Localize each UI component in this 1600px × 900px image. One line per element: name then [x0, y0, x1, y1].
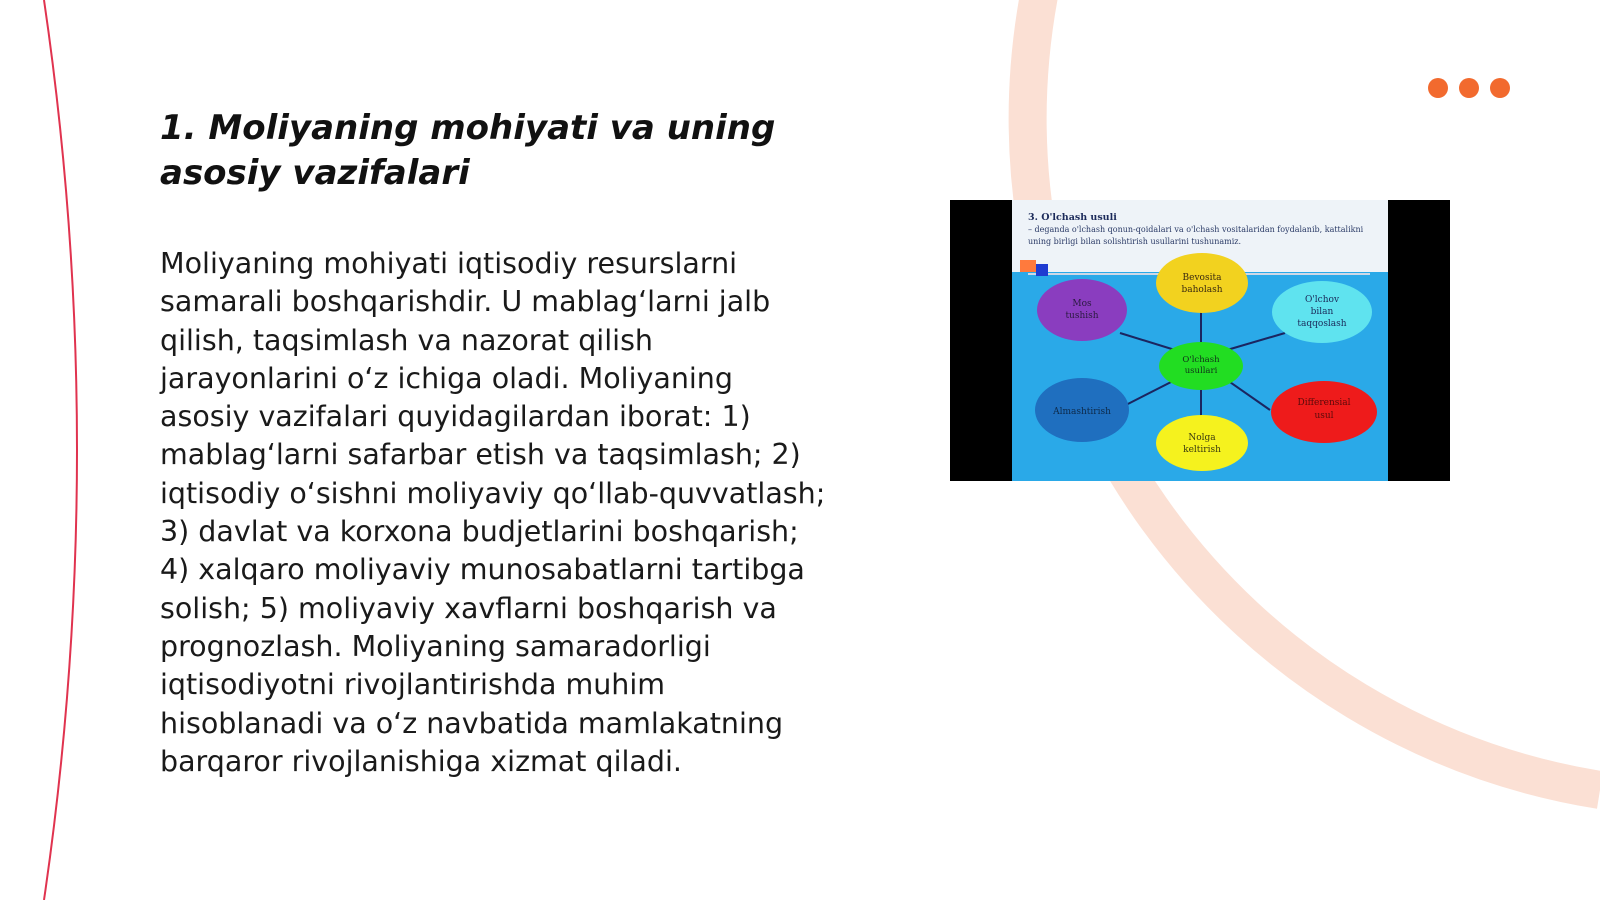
node-label: Mos — [1072, 299, 1092, 309]
dot-icon — [1459, 78, 1479, 98]
node-null-method — [1156, 415, 1248, 471]
diagram-marker — [1036, 264, 1048, 276]
dot-icon — [1428, 78, 1448, 98]
node-direct-estimation — [1156, 253, 1248, 313]
node-label: tushish — [1065, 311, 1099, 321]
slide-title: 1. Moliyaning mohiyati va uning asosiy vazifalari — [160, 108, 776, 193]
dot-icon — [1490, 78, 1510, 98]
node-label: O'lchash — [1182, 355, 1220, 365]
node-label: O'lchov — [1304, 295, 1340, 305]
diagram-heading: 3. O'lchash usuli — [1028, 212, 1117, 223]
node-label: Bevosita — [1182, 273, 1222, 283]
left-accent-line — [44, 0, 77, 900]
node-label: Differensial — [1297, 398, 1351, 408]
three-dots-icon — [1428, 78, 1510, 98]
node-coincidence — [1037, 279, 1127, 341]
node-label: usul — [1314, 411, 1334, 421]
node-label: usullari — [1184, 366, 1218, 376]
diagram-image — [950, 200, 1450, 481]
node-label: Nolga — [1188, 433, 1216, 443]
node-label: baholash — [1181, 285, 1223, 295]
measurement-methods-diagram — [950, 200, 1450, 481]
node-label: keltirish — [1183, 445, 1221, 455]
node-label: taqqoslash — [1297, 319, 1347, 329]
node-label: Almashtirish — [1053, 407, 1111, 417]
slide-body-text: Moliyaning mohiyati iqtisodiy resurslarni samarali boshqarishdir. U mablag‘larni jalb qilish, taqsimlash va nazorat qilish jarayonlarini o‘z ichiga oladi. Moliyaning asosiy vazifalari quyidagilardan iborat: 1) mablag‘larni safarbar etish va taqsimlash; 2) iqtisodiy o‘sishni moliyaviy qo‘llab-quvvatlash; 3) davlat va korxona budjetlarini boshqarish; 4) xalqaro moliyaviy munosabatlarni tartibga solish; 5) moliyaviy xavflarni boshqarish va prognozlash. Moliyaning samaradorligi iqtisodiyotni rivojlantirishda muhim hisoblanadi va o‘z navbatida mamlakatning barqaror rivojlanishiga xizmat qiladi. — [160, 247, 826, 778]
diagram-heading-text: – deganda o'lchash qonun-qoidalari va o'lchash vositalaridan foydalanib, kattalikni uning birligi bilan solishtirish usullarini tushunamiz. — [1028, 225, 1364, 246]
node-label: bilan — [1310, 307, 1334, 317]
diagram-marker — [1020, 260, 1036, 272]
